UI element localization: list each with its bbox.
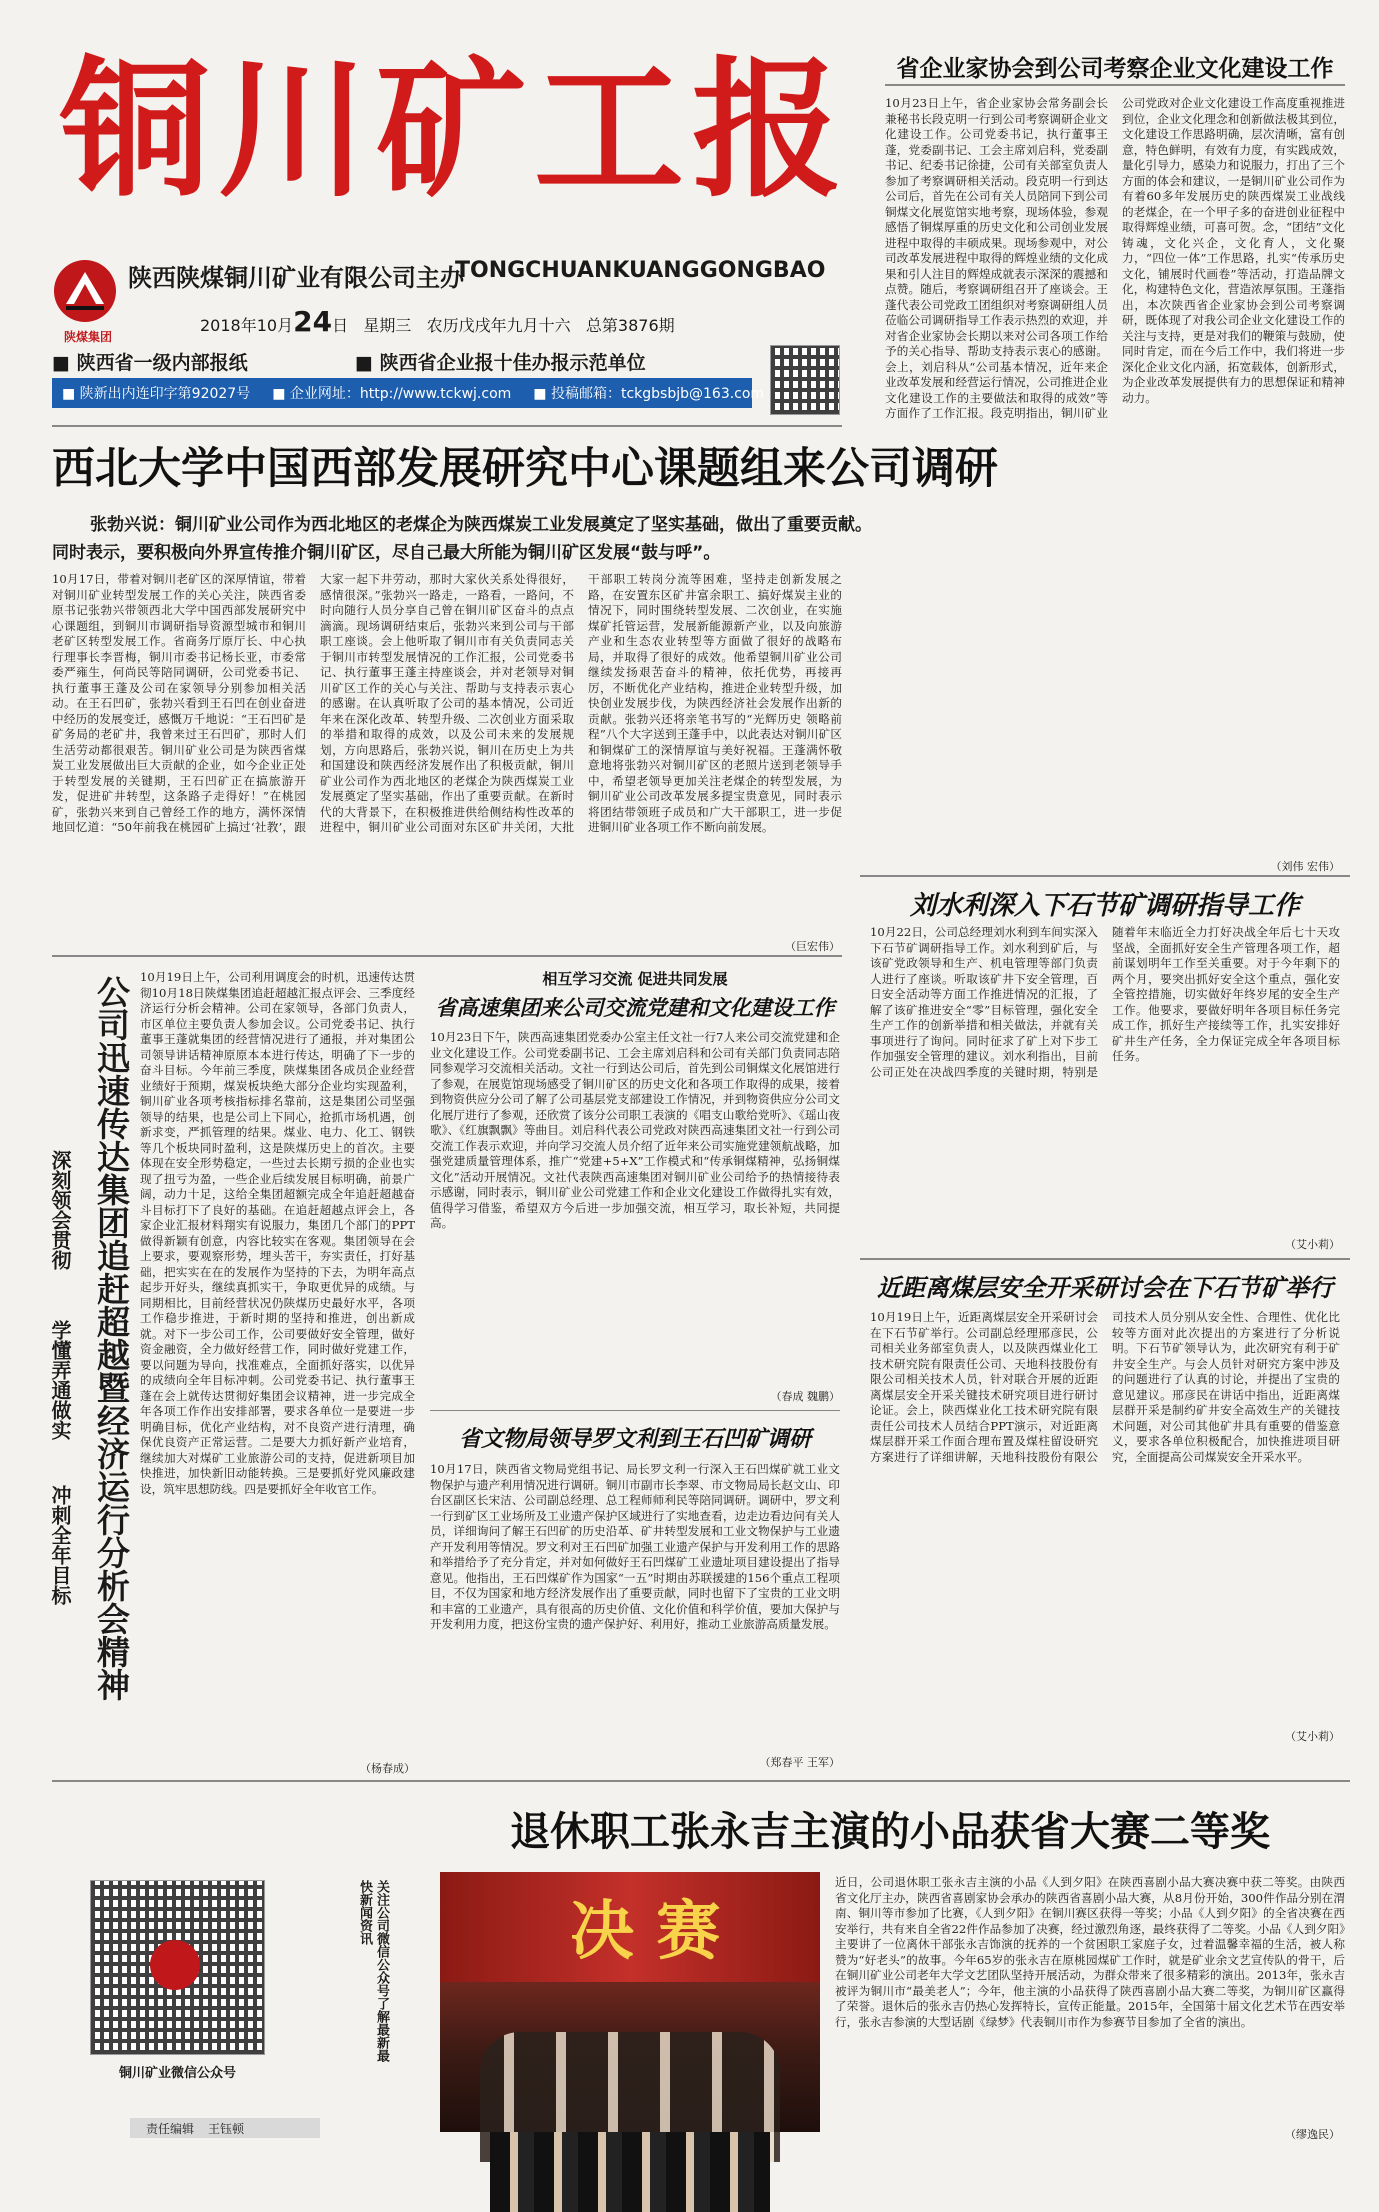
dateline [200,305,760,338]
divider [52,955,842,957]
inspect-author: （艾小莉） [1285,1238,1340,1251]
qr-logo-icon [150,1940,200,1990]
lunar-date: 农历戊戌年九月十六 [426,316,571,335]
divider [860,1258,1350,1260]
weekday: 星期三 [363,316,412,335]
lead-subheadline-1: 张勃兴说：铜川矿业公司作为西北地区的老煤企为陕西煤炭工业发展奠定了坚实基础，做出了重要贡献。 [90,515,872,535]
certification-1: ■ 陕西省一级内部报纸 [52,352,248,374]
relics-author: （郑春平 王军） [759,1756,840,1769]
relics-headline: 省文物局领导罗文利到王石凹矿调研 [458,1427,811,1452]
editor-name: 王钰顿 [208,2121,245,2136]
publisher-pinyin: TONGCHUANKUANGGONGBAO [455,258,826,283]
group-meeting-body: 10月19日上午，公司利用调度会的时机，迅速传达贯彻10月18日陕煤集团追赶超越汇报点评会、三季度经济运行分析会精神。公司在家领导，各部门负责人，市区单位主要负责人参加会议。公司党委书记、执行董事王蓬就集团的经营情况进行了通报，并对集团公司领导讲话精神原原本本进行传达，明确了下一步的奋斗目标。今年前三季度，陕煤集团各成员企业经营业绩好于预期，煤炭板块绝大部分企业均实现盈利，铜川矿业各项考核指标排名靠前，这是集团公司坚强领导的结果，也是公司上下同心，抢抓市场机遇，创新求变，严抓管理的结果。煤业、电力、化工、钢铁等几个板块同时盈利，这是陕煤历史上的首次。主要体现在安全形势稳定，一些过去长期亏损的企业也实现了扭亏为盈，一些企业后续发展目标明确，前景广阔，动力十足，这给全集团超额完成全年追赶超越奋斗目标打下了良好的基础。在追赶超越点评会上，各家企业汇报材料翔实有说服力，集团几个部门的PPT做得新颖有创意，内容比较实在客观。集团领导在会上要求，要观察形势，埋头苦干，夯实责任，打好基础，把实实在在的发展作为坚持的下去，为明年高点起步开好头，继续真抓实干，争取更优异的成绩。与同期相比，目前经营状况仍陕煤历史最好水平，各项工作稳步推进，于新时期的坚持和推进，创出新成就。对下一步公司工作，公司要做好安全管理，做好资金融资，全力做好经营工作，同时做好党建工作，要以问题为导向，找准难点，全面抓好落实，以优异的成绩向全年目标冲刺。公司党委书记、执行董事王蓬在会上就传达贯彻好集团会议精神，进一步完成全年各项工作作出安排部署，要求各单位一是要进一步明确目标，优化产业结构，对不良资产进行清理，确保优良资产正常运营。二是要大力抓好新产业培育，继续加大对煤矿工业旅游公司的支持，促进新项目加快推进，加快新旧动能转换。三是要抓好党风廉政建设，筑牢思想防线。四是要抓好全年收官工作。 [140,970,415,1496]
photo-banner-text: 决 赛 [570,1895,721,1969]
email[interactable]: ■ 投稿邮箱：tckgbsbjb@163.com [533,386,765,402]
group-meeting-author: （杨春成） [360,1762,415,1775]
photo-performers-front [490,2132,770,2212]
date-prefix: 2018年10月 [200,316,294,335]
lead-subheadline-2: 同时表示，要积极向外界宣传推介铜川矿区，尽自己最大所能为铜川矿区发展“鼓与呼”。 [52,543,721,563]
group-meeting-vertical-sub-1: 深刻领会贯彻 [48,1150,72,1270]
drama-body: 近日，公司退休职工张永吉主演的小品《人到夕阳》在陕西喜剧小品大赛决赛中获二等奖。由陕西省文化厅主办，陕西省喜剧家协会承办的陕西省喜剧小品大赛，从8月份开始，300件作品分别在渭南、铜川等市参加了比赛，《人到夕阳》在铜川赛区获得一等奖；小品《人到夕阳》的全省决赛在西安举行，共有来自全省22件作品参加了决赛，经过激烈角逐，最终获得了二等奖。小品《人到夕阳》主要讲了一位离休干部张永吉饰演的抚养的一个贫困职工家庭子女，过着温馨幸福的生活，被人称赞为“好老头”的故事。今年65岁的张永吉在原桃园煤矿工作时，就是矿业余文艺宣传队的骨干，后在铜川矿业公司老年大学文艺团队坚持开展活动，为群众带来了很多精彩的演出。2013年，张永吉被评为铜川市“最美老人”；今年，他主演的小品获得了陕西喜剧小品大赛二等奖，为铜川矿区赢得了荣誉。退休后的张永吉仍热心发挥特长，宣传正能量。2015年，全国第十届文化艺术节在西安举行，张永吉参演的大型话剧《绿梦》代表铜川市作为参赛节目参加了全省的演出。 [835,1875,1345,2029]
seminar-headline: 近距离煤层安全开采研讨会在下石节矿举行 [877,1274,1333,1302]
website[interactable]: ■ 企业网址：http://www.tckwj.com [272,386,512,402]
seminar-author: （艾小莉） [1285,1730,1340,1743]
issue-number: 总第3876期 [585,316,675,335]
date-day: 24 [293,305,333,338]
relics-body: 10月17日，陕西省文物局党组书记、局长罗文利一行深入王石凹煤矿就工业文物保护与遗产利用情况进行调研。铜川市副市长李翠、市文物局局长赵文山、印台区副区长宋洁、公司副总经理、总工程师师利民等陪同调研。调研中，罗文利一行到矿区工业场所及工业遗产保护区域进行了实地查看，边走边看边问有关人员，详细询问了解王石凹矿的历史沿革、矿井转型发展和工业文物保护与工业遗产开发利用等情况。罗文利对王石凹矿加强工业遗产保护与开发利用工作的思路和举措给予了充分肯定，并对如何做好王石凹煤矿工业遗址项目建设提出了指导意见。他指出，王石凹煤矿作为国家“一五”时期由苏联援建的156个重点工程项目，不仅为国家和地方经济发展作出了重要贡献，同时也留下了宝贵的工业文明和丰富的工业遗产，具有很高的历史价值、文化价值和科学价值，要加大保护与开发利用力度，把这份宝贵的遗产保护好、利用好，推动工业旅游高质量发展。 [430,1462,840,1631]
editor-credit [130,2118,320,2138]
info-bar [52,378,765,408]
drama-author: （缪逸民） [1285,2128,1340,2141]
top-right-body: 10月23日上午，省企业家协会常务副会长兼秘书长段克明一行到公司考察调研企业文化建设工作。公司党委书记，执行董事王蓬，党委副书记、工会主席刘启科，党委副书记、纪委书记徐捷，公司有关部室负责人参加了考察调研相关活动。段克明一行到达公司后，首先在公司有关人员陪同下到公司铜煤文化展览馆实地考察，现场体验，参观感悟了铜煤厚重的历史文化和公司创业发展进程中取得的丰硕成果。现场参观中，对公司改革发展进程中取得的辉煌业绩的文化成果和引人注目的辉煌成就表示深深的震撼和点赞。随后，考察调研组召开了座谈会。王蓬代表公司党政工团组织对考察调研组人员莅临公司调研指导工作表示热烈的欢迎，并对省企业家协会长期以来对公司各项工作给予的关心指导、帮助支持表示衷心的感谢。会上，刘启科从“公司基本情况，近年来企业改革发展和经营运行情况，公司推进企业文化建设工作的主要做法和取得的成效”等方面作了工作汇报。段克明指出，铜川矿业公司党政对企业文化建设工作高度重视推进到位，企业文化理念和创新做法极其到位，文化建设工作思路明确，层次清晰，富有创意，特色鲜明，有效有力度，有实践成效，量化引导力，感染力和说服力，打出了三个方面的体会和建议，一是铜川矿业公司作为有着60多年发展历史的陕西煤炭工业战线的老煤企，在一个甲子多的奋进创业征程中取得辉煌业绩，可喜可贺。念，“团结”文化铸魂，文化兴企，文化育人，文化聚力，“四位一体”工作思路，扎实“传承历史文化，铺展时代画卷”等活动，打造品牌文化，构建特色文化，营造浓厚氛围。王蓬指出，本次陕西省企业家协会到公司考察调研，既体现了对我公司企业文化建设工作的关注与支持，更是对我们的鞭策与鼓励，使同时肯定，而在今后工作中，我们将进一步深化企业文化内涵，拓宽载体，创新形式，为企业改革发展提供有力的思想保证和精神动力。 [885,96,1345,420]
wechat-caption: 关注公司微信公众号了解最新最快新闻资讯 [357,1880,389,2062]
date-suffix: 日 [332,316,349,335]
masthead-qr-code-icon [770,345,840,415]
editor-label: 责任编辑 [146,2121,195,2136]
divider [430,1410,840,1411]
divider [52,425,842,427]
publisher-name: 陕西陕煤铜川矿业有限公司主办 [128,264,464,292]
divider [52,1780,1350,1782]
group-meeting-vertical-sub-3: 冲刺全年目标 [48,1485,72,1605]
divider [885,84,1345,86]
exchange-headline: 省高速集团来公司交流党建和文化建设工作 [435,996,835,1020]
certification-2: ■ 陕西省企业报十佳办报示范单位 [355,352,646,374]
lead-body: 10月17日，带着对铜川老矿区的深厚情谊，带着对铜川矿业转型发展工作的关心关注，陕西省委原书记张勃兴带领西北大学中国西部发展研究中心课题组，到铜川市调研指导资源型城市和铜川老矿区转型发展工作。省商务厅原厅长、中心执行理事长李晋梅，铜川市委书记杨长亚，市委常委严雍生，何尚民等陪同调研，公司党委书记、执行董事王蓬及公司在家领导分别参加相关活动。在王石凹矿，张勃兴看到王石凹在创业奋进中经历的发展变迁，感慨万千地说：“王石凹矿是矿务局的老矿井，我曾来过王石凹矿，那时人们生活劳动都很艰苦。铜川矿业公司是为陕西省煤炭工业发展做出巨大贡献的企业，如今企业正处于转型发展的关键期，王石凹矿正在搞旅游开发，促进矿井转型，这条路子走得好！”在桃园矿，张勃兴来到自己曾经工作的地方，满怀深情地回忆道：“50年前我在桃园矿上搞过‘社教’，跟大家一起下井劳动，那时大家伙关系处得很好，感情很深。”张勃兴一路走，一路看，一路问，不时向随行人员分享自己曾在铜川矿区奋斗的点点滴滴。现场调研结束后，张勃兴来到公司与干部职工座谈。会上他听取了铜川市有关负责同志关于铜川市转型发展情况的工作汇报，公司党委书记、执行董事王蓬主持座谈会，并对老领导对铜川矿区工作的关心与关注、帮助与支持表示衷心的感谢。在认真听取了公司的基本情况，公司近年来在深化改革、转型升级、二次创业方面采取的举措和取得的成效，以及公司未来的发展规划，方向思路后，张勃兴说，铜川在历史上为共和国建设和陕西经济发展作出了积极贡献，铜川矿业公司作为西北地区的老煤企为陕西煤炭工业发展奠定了坚实基础，作出了重要贡献。在新时代的大背景下，在积极推进供给侧结构性改革的进程中，铜川矿业公司面对东区矿井关闭，大批干部职工转岗分流等困难，坚持走创新发展之路，在安置东区矿井富余职工、搞好煤炭主业的情况下，同时围绕转型发展、二次创业，在实施煤矿托管运营，发展新能源新产业，以及向旅游产业和生态农业转型等方面做了很好的战略布局，并取得了很好的成效。他希望铜川矿业公司继续发扬艰苦奋斗的精神，依托优势，再接再厉，不断优化产业结构，推进企业转型升级，加快创业发展步伐，为陕西经济社会发展作出新的贡献。张勃兴还将亲笔书写的“光辉历史 领略前程”八个大字送到王蓬手中，以此表达对铜川矿区和铜煤矿工的深情厚谊与美好祝福。王蓬满怀敬意地将张勃兴对铜川矿区的老照片送到老领导手中，希望老领导更加关注老煤企的转型发展，为铜川矿业公司改革发展多提宝贵意见，同时表示将团结带领班子成员和广大干部职工，进一步促进铜川矿业各项工作不断向前发展。 [52,572,842,834]
lead-author: （巨宏伟） [785,940,840,953]
photo-banner [440,1872,820,1982]
lead-headline: 西北大学中国西部发展研究中心课题组来公司调研 [52,444,998,494]
top-right-headline: 省企业家协会到公司考察企业文化建设工作 [896,56,1334,82]
group-meeting-vertical-title: 公司迅速传达集团追赶超越暨经济运行分析会精神 [92,975,131,1701]
license-number: ■ 陕新出内连印字第92027号 [62,386,251,402]
award-ceremony-photo [440,1872,820,2132]
divider [860,875,1350,877]
inspect-body: 10月22日，公司总经理刘水利到车间实深入下石节矿调研指导工作。刘水利到矿后，与该矿党政领导和生产、机电管理等部门负责人进行了座谈。听取该矿井下安全管理，百日安全活动等方面工作推进情况的汇报，了解了该矿推进安全“零”目标管理，强化安全生产工作的创新举措和相关做法，并就有关事项进行了询问。同时征求了矿上对下步工作加强安全管理的建议。刘水利指出，目前公司正处在决战四季度的关键时期，特别是随着年末临近全力打好决战全年后七十天攻坚战，全面抓好安全生产管理各项工作，超前谋划明年工作至关重要。对于今年剩下的两个月，要突出抓好安全这个重点，强化安全管控措施，切实做好年终岁尾的安全生产工作。他要求，要做好明年各项目标任务完成工作，抓好生产接续等工作，扎实安排好矿井生产任务，全力保证完成全年各项目标任务。 [870,925,1340,1079]
drama-headline: 退休职工张永吉主演的小品获省大赛二等奖 [510,1809,1270,1855]
wechat-label: 铜川矿业微信公众号 [118,2066,236,2081]
exchange-author: （春成 魏鹏） [770,1390,840,1403]
exchange-body: 10月23日下午，陕西高速集团党委办公室主任文社一行7人来公司交流党建和企业文化建设工作。公司党委副书记、工会主席刘启科和公司有关部门负责同志陪同参观学习交流相关活动。文社一行到达公司后，首先到公司铜煤文化展馆进行了参观，在展览馆现场感受了铜川矿区的历史文化和各项工作取得的成果，接着到物资供应分公司了解了公司基层党支部建设工作情况，并到物资供应分公司文化展厅进行了参观，还欣赏了该分公司职工表演的《唱支山歌给党听》、《瑶山夜歌》、《红旗飘飘》等曲目。刘启科代表公司党政对陕西高速集团文社一行到公司交流工作表示欢迎，并向学习交流人员介绍了近年来公司实施党建领航战略，加强党建质量管理体系，推广“党建+5+X”工作模式和“传承铜煤精神，弘扬铜煤文化”活动开展情况。文社代表陕西高速集团对铜川矿业公司给予的热情接待表示感谢，同时表示，铜川矿业公司党建工作和企业文化建设工作做得扎实有效，值得学习借鉴，希望双方今后进一步加强交流，相互学习，取长补短，共同提高。 [430,1030,840,1230]
exchange-kicker: 相互学习交流 促进共同发展 [542,970,728,988]
shaanxi-coal-logo-icon [52,258,118,324]
masthead-title: 铜川矿工报 [60,42,851,218]
seminar-body: 10月19日上午，近距离煤层安全开采研讨会在下石节矿举行。公司副总经理邢彦民，公司相关业务部室负责人，以及陕西煤业化工技术研究院有限责任公司、天地科技股份有限公司相关技术人员，针对联合开展的近距离煤层安全开采关键技术研究项目进行研讨论证。会上，陕西煤业化工技术研究院有限责任公司技术人员结合PPT演示，对近距离煤层群开采工作面合理布置及煤柱留设研究方案进行了详细讲解，天地科技股份有限公司技术人员分别从安全性、合理性、优化比较等方面对此次提出的方案进行了分析说明。下石节矿领导认为，此次研究有利于矿井安全生产。与会人员针对研究方案中涉及的问题进行了认真的讨论，并提出了宝贵的意见建议。邢彦民在讲话中指出，近距离煤层群开采是制约矿井安全高效生产的关键技术问题，对公司其他矿井具有重要的借鉴意义，要求各单位积极配合，加快推进项目研究，全面提高公司煤炭安全开采水平。 [870,1310,1340,1464]
top-right-author: （刘伟 宏伟） [1270,860,1340,873]
inspect-headline: 刘水利深入下石节矿调研指导工作 [909,891,1300,921]
group-meeting-vertical-sub-2: 学懂弄通做实 [48,1320,72,1440]
logo-text: 陕煤集团 [63,330,112,344]
